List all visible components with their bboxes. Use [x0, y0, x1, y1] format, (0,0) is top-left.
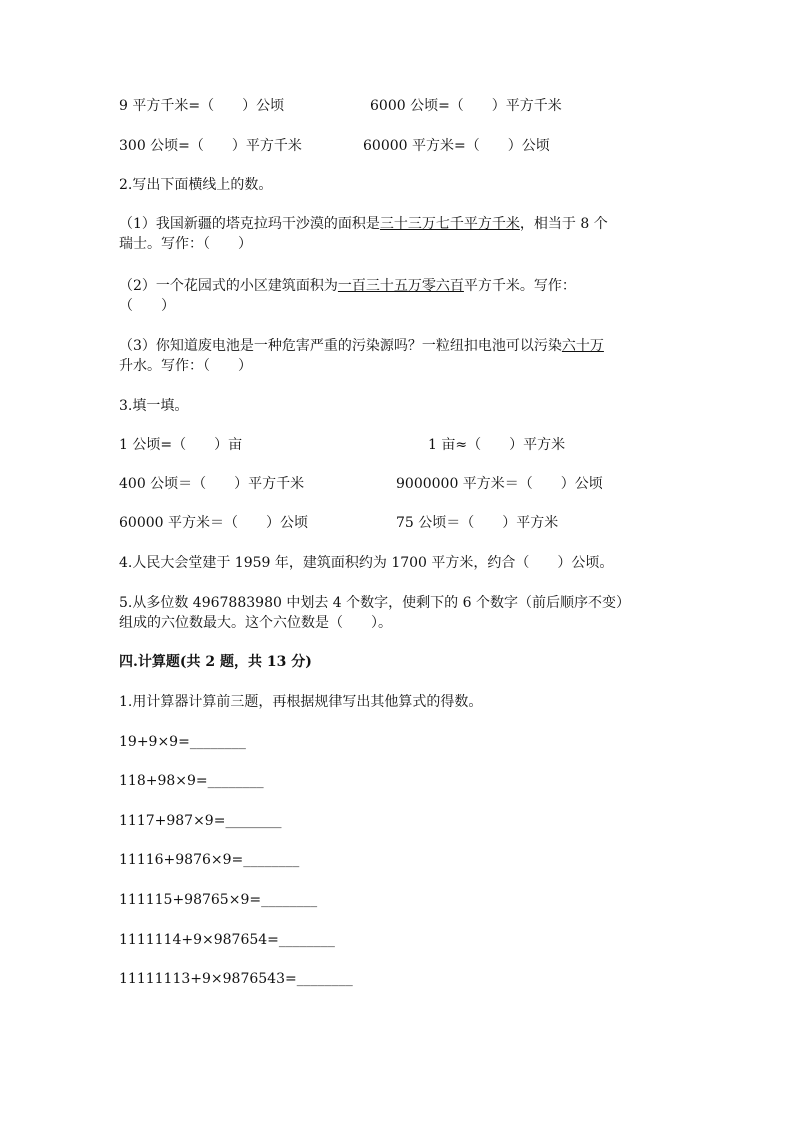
conversion-1a: 9 平方千米=（ ）公顷: [119, 98, 285, 114]
q2-item2-pre: （2）一个花园式的小区建筑面积为: [119, 278, 338, 294]
q4-text: 4.人民大会堂建于 1959 年，建筑面积约为 1700 平方米，约合（ ）公顷。: [119, 555, 614, 571]
q2-item1-line1: [119, 214, 608, 234]
expression-3: 1117+987×9=________: [119, 813, 282, 829]
q3-c2: 75 公顷＝（ ）平方米: [396, 515, 559, 531]
q3-a1: 1 公顷=（ ）亩: [119, 437, 243, 453]
q2-item1-line2: 瑞士。写作：（ ）: [119, 236, 252, 252]
q2-item1-post: ，相当于 8 个: [519, 216, 608, 232]
q3-a2: 1 亩≈（ ）平方米: [428, 437, 566, 453]
q3-b1: 400 公顷＝（ ）平方千米: [119, 476, 305, 492]
expression-4: 11116+9876×9=________: [119, 852, 300, 868]
q3-b2: 9000000 平方米＝（ ）公顷: [396, 476, 603, 492]
q2-item2-line1: [119, 276, 576, 296]
expression-1: 19+9×9=________: [119, 734, 246, 750]
expression-2: 118+98×9=________: [119, 773, 264, 789]
q2-item1-underline: 三十三万七千平方千米: [379, 216, 520, 232]
expression-7: 11111113+9×9876543=________: [119, 971, 353, 987]
q2-item1-pre: （1）我国新疆的塔克拉玛干沙漠的面积是: [119, 216, 380, 232]
q2-item3-line2: 升水。写作：（ ）: [119, 358, 252, 374]
expression-6: 1111114+9×987654=________: [119, 932, 335, 948]
q2-item2-line2: （ ）: [119, 298, 175, 314]
q2-item3-underline: 六十万: [561, 338, 604, 354]
q2-item2-post: 平方千米。写作：: [463, 278, 576, 294]
q5-line1: 5.从多位数 4967883980 中划去 4 个数字，使剩下的 6 个数字（前后顺序不变）: [119, 595, 630, 611]
q5-line2: 组成的六位数最大。这个六位数是（ ）。: [119, 615, 392, 631]
q2-title: 2.写出下面横线上的数。: [119, 177, 273, 193]
q2-item3-pre: （3）你知道废电池是一种危害严重的污染源吗？一粒纽扣电池可以污染: [119, 338, 562, 354]
conversion-2a: 300 公顷=（ ）平方千米: [119, 138, 302, 154]
q3-title: 3.填一填。: [119, 398, 189, 414]
q2-item3-line1: [119, 336, 604, 356]
section4-title: 四.计算题(共 2 题，共 13 分): [119, 654, 312, 670]
conversion-1b: 6000 公顷=（ ）平方千米: [370, 98, 562, 114]
q2-item2-underline: 一百三十五万零六百: [337, 278, 464, 294]
section4-q1: 1.用计算器计算前三题，再根据规律写出其他算式的得数。: [119, 694, 483, 710]
q3-c1: 60000 平方米＝（ ）公顷: [119, 515, 308, 531]
expression-5: 111115+98765×9=________: [119, 892, 318, 908]
conversion-2b: 60000 平方米=（ ）公顷: [363, 138, 550, 154]
